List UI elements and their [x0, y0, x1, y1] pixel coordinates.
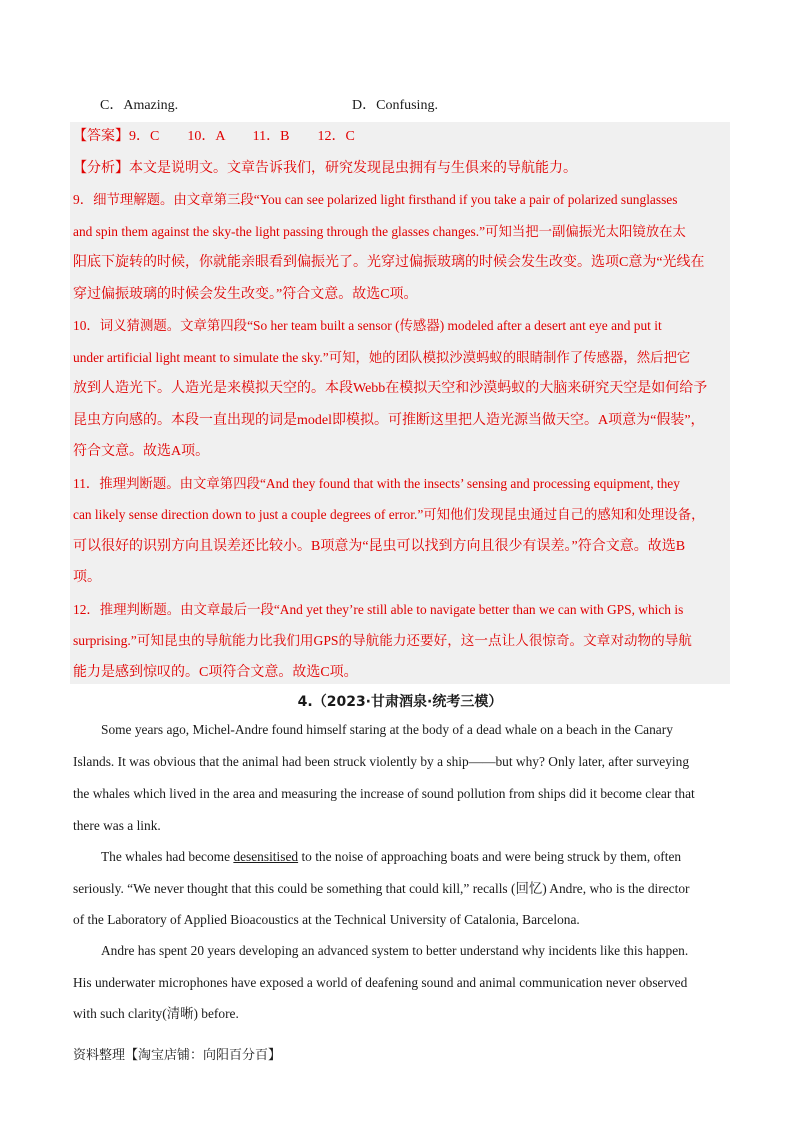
- passage-line: [101, 847, 681, 867]
- answer-line: 11．推理判断题。由文章第四段“And they found that with the insects’ sensing and processing equipment, they: [73, 476, 680, 491]
- answer-line: surprising.”可知昆虫的导航能力比我们用GPS的导航能力还要好，这一点让人很惊奇。文章对动物的导航: [73, 633, 692, 648]
- passage-line: Andre has spent 20 years developing an advanced system to better understand why incidents like this happen.: [101, 943, 689, 958]
- answer-line: 项。: [73, 570, 101, 585]
- answer-line: 放到人造光下。人造光是来模拟天空的。本段Webb在模拟天空和沙漠蚂蚁的大脑来研究天空是如何给予: [73, 381, 708, 396]
- answer-line: 【答案】9．C 10．A 11．B 12．C: [73, 129, 355, 144]
- answer-line: under artificial light meant to simulate the sky.”可知，她的团队模拟沙漠蚂蚁的眼睛制作了传感器，然后把它: [73, 350, 691, 365]
- passage-line: Some years ago, Michel-Andre found himself staring at the body of a dead whale on a beach in the Canary: [101, 722, 673, 737]
- answer-line: 10．词义猜测题。文章第四段“So her team built a sensor (传感器) modeled after a desert ant eye and put it: [73, 318, 662, 333]
- answer-line: 符合文意。故选A项。: [73, 444, 210, 459]
- passage-line: seriously. “We never thought that this could be something that could kill,” recalls (回忆) Andre, who is the director: [73, 881, 690, 896]
- answer-line: and spin them against the sky-the light passing through the glasses changes.”可知当把一副偏振光太阳镜放在太: [73, 224, 686, 239]
- answer-line: 9．细节理解题。由文章第三段“You can see polarized light firsthand if you take a pair of polarized sunglasses: [73, 192, 678, 207]
- option-d: D．Confusing.: [352, 98, 438, 113]
- passage-line: with such clarity(清晰) before.: [73, 1006, 239, 1021]
- passage-line: Islands. It was obvious that the animal had been struck violently by a ship——but why? Only later, after surveying: [73, 754, 690, 769]
- passage-line: the whales which lived in the area and measuring the increase of sound pollution from ships did it become clear that: [73, 786, 695, 801]
- answer-line: 阳底下旋转的时候，你就能亲眼看到偏振光了。光穿过偏振玻璃的时候会发生改变。选项C意为“光线在: [73, 255, 705, 270]
- answer-line: 【分析】本文是说明文。文章告诉我们，研究发现昆虫拥有与生俱来的导航能力。: [73, 161, 577, 176]
- footer-source: 资料整理【淘宝店铺：向阳百分百】: [73, 1048, 282, 1063]
- options-row: [100, 94, 700, 118]
- answer-line: 可以很好的识别方向且误差还比较小。B项意为“昆虫可以找到方向且很少有误差。”符合文意。故选B: [73, 539, 686, 554]
- passage-text: The whales had become: [101, 849, 234, 864]
- section-title: 4.（2023·甘肃酒泉·统考三模）: [297, 694, 503, 710]
- passage-line: of the Laboratory of Applied Bioacoustics at the Technical University of Catalonia, Barcelona.: [73, 912, 580, 927]
- passage-line: His underwater microphones have exposed a world of deafening sound and animal communication never observed: [73, 975, 688, 990]
- passage-text: to the noise of approaching boats and were being struck by them, often: [298, 849, 682, 864]
- underlined-word: desensitised: [233, 849, 299, 864]
- passage-line: there was a link.: [73, 818, 161, 833]
- answer-line: 12．推理判断题。由文章最后一段“And yet they’re still able to navigate better than we can with GPS, which is: [73, 602, 684, 617]
- answer-line: can likely sense direction down to just a couple degrees of error.”可知他们发现昆虫通过自己的感知和处理设备，: [73, 507, 705, 522]
- answer-line: 昆虫方向感的。本段一直出现的词是model即模拟。可推断这里把人造光源当做天空。A项意为“假装”，: [73, 413, 705, 428]
- answer-line: 穿过偏振玻璃的时候会发生改变。”符合文意。故选C项。: [73, 287, 418, 302]
- answer-line: 能力是感到惊叹的。C项符合文意。故选C项。: [73, 665, 358, 680]
- option-c: C．Amazing.: [100, 98, 179, 113]
